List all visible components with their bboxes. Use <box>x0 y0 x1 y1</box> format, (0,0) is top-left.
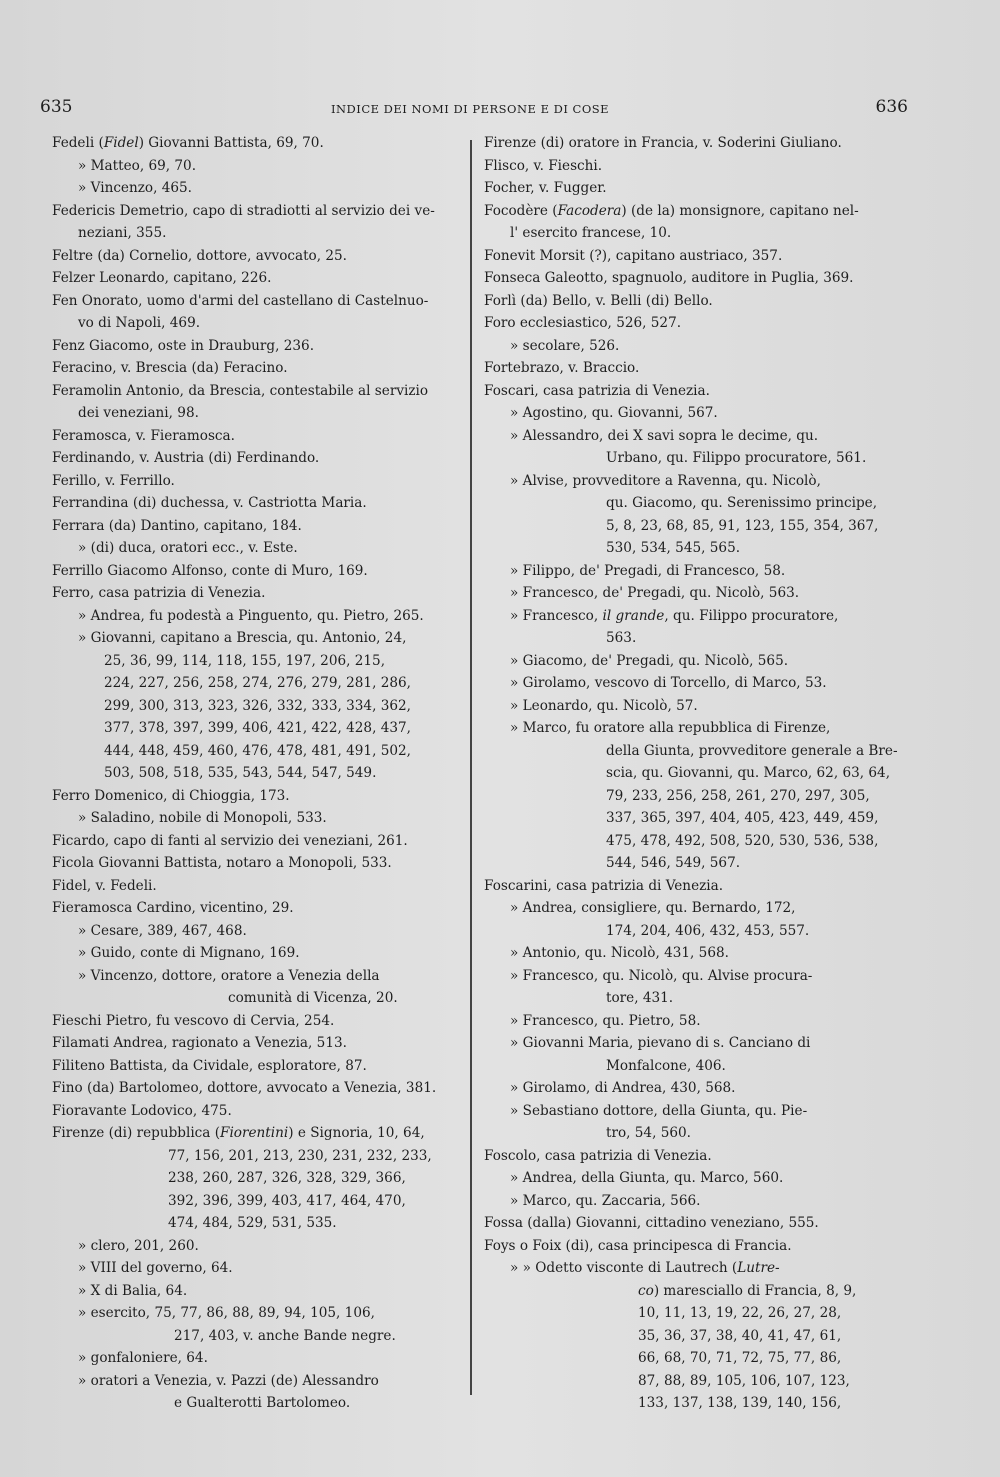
index-entry: » Francesco, qu. Pietro, 58. <box>510 1012 701 1029</box>
index-entry: Ferrillo Giacomo Alfonso, conte di Muro, 169. <box>52 562 368 579</box>
index-entry: Fonevit Morsit (?), capitano austriaco, 357. <box>484 247 783 264</box>
index-entry: Ferrara (da) Dantino, capitano, 184. <box>52 517 302 534</box>
index-entry: » Guido, conte di Mignano, 169. <box>78 945 300 961</box>
index-entry: » clero, 201, 260. <box>78 1237 199 1254</box>
index-entry: » Matteo, 69, 70. <box>78 157 197 174</box>
index-entry: Filamati Andrea, ragionato a Venezia, 513. <box>52 1035 347 1051</box>
index-entry: » Alessandro, dei X savi sopra le decime, qu. Urbano, qu. Filippo procuratore, 561. <box>510 427 867 466</box>
index-entry: » Andrea, fu podestà a Pinguento, qu. Pietro, 265. <box>78 607 424 624</box>
index-entry: » Agostino, qu. Giovanni, 567. <box>510 405 718 421</box>
index-entry: Feltre (da) Cornelio, dottore, avvocato, 25. <box>52 247 347 264</box>
right-page-number: 636 <box>875 97 908 117</box>
index-entry: » Antonio, qu. Nicolò, 431, 568. <box>510 945 729 961</box>
index-entry: » Girolamo, vescovo di Torcello, di Marco, 53. <box>510 675 827 691</box>
index-entry: Ficola Giovanni Battista, notaro a Monopoli, 533. <box>52 855 392 871</box>
index-entry: » esercito, 75, 77, 86, 88, 89, 94, 105, 106, 217, 403, v. anche Bande negre. <box>78 1305 396 1344</box>
index-entry: Foscolo, casa patrizia di Venezia. <box>484 1147 712 1164</box>
index-entry: » » Odetto visconte di Lautrech (Lutre- co) maresciallo di Francia, 8, 9, 10, 11, 13, 19, 22, 26, 27, 28, 35, 36, 37, 38, 40, 41, 47, 61, 66, 68, 70, 71, 72, 75, 77, 86, 87, 88, 89, 105, 106, 107, 123, 133, 137, 138, 139, 140, 156, <box>510 1260 857 1411</box>
index-entry: » Filippo, de' Pregadi, di Francesco, 58. <box>510 562 786 579</box>
index-entry: » Giovanni, capitano a Brescia, qu. Antonio, 24, 25, 36, 99, 114, 118, 155, 197, 206, 215, 224, 227, 256, 258, 274, 276, 279, 281, 286, 299, 300, 313, 323, 326, 332, 333, 334, 362, 377, 378, 397, 399, 406, 421, 422, 428, 437, 444, 448, 459, 460, 476, 478, 481, 491, 502, 503, 508, 518, 535, 543, 544, 547, 549. <box>78 630 411 781</box>
index-entry: Felzer Leonardo, capitano, 226. <box>52 270 272 286</box>
index-entry: » Sebastiano dottore, della Giunta, qu. Pie- tro, 54, 560. <box>510 1102 808 1141</box>
index-entry: » X di Balia, 64. <box>78 1282 188 1299</box>
index-entry: » Vincenzo, 465. <box>78 180 192 196</box>
index-entry: Feramosca, v. Fieramosca. <box>52 427 235 444</box>
index-entry: » Francesco, il grande, qu. Filippo procuratore, 563. <box>510 607 839 646</box>
left-page-number: 635 <box>40 97 73 117</box>
index-entry: » Cesare, 389, 467, 468. <box>78 922 247 939</box>
index-entry: Filiteno Battista, da Cividale, esploratore, 87. <box>52 1057 367 1074</box>
index-entry: Feramolin Antonio, da Brescia, contestabile al servizio dei veneziani, 98. <box>52 382 429 421</box>
index-entry: » Vincenzo, dottore, oratore a Venezia della comunità di Vicenza, 20. <box>78 967 398 1006</box>
index-entry: » Andrea, della Giunta, qu. Marco, 560. <box>510 1170 784 1186</box>
index-entry: Firenze (di) oratore in Francia, v. Soderini Giuliano. <box>484 135 842 151</box>
index-entry: Ferdinando, v. Austria (di) Ferdinando. <box>52 450 320 466</box>
index-entry: Federicis Demetrio, capo di stradiotti al servizio dei ve- neziani, 355. <box>52 202 435 241</box>
index-entry: » oratori a Venezia, v. Pazzi (de) Alessandro e Gualterotti Bartolomeo. <box>78 1372 379 1411</box>
index-entry: » Marco, qu. Zaccaria, 566. <box>510 1192 701 1209</box>
index-entry: » gonfaloniere, 64. <box>78 1350 208 1366</box>
index-entry: Ferrandina (di) duchessa, v. Castriotta Maria. <box>52 495 367 511</box>
index-entry: » Saladino, nobile di Monopoli, 533. <box>78 810 327 826</box>
index-entry: Ficardo, capo di fanti al servizio dei veneziani, 261. <box>52 832 408 849</box>
index-entry: » Alvise, provveditore a Ravenna, qu. Nicolò, qu. Giacomo, qu. Serenissimo principe, 5, 8, 23, 68, 85, 91, 123, 155, 354, 367, 530, 534, 545, 565. <box>510 472 879 556</box>
index-entry: » secolare, 526. <box>510 337 620 354</box>
index-entry: » Andrea, consigliere, qu. Bernardo, 172, 174, 204, 406, 432, 453, 557. <box>510 900 810 939</box>
index-entry: Fonseca Galeotto, spagnuolo, auditore in Puglia, 369. <box>484 270 854 286</box>
index-entry: Foscari, casa patrizia di Venezia. <box>484 382 710 399</box>
running-title: INDICE DEI NOMI DI PERSONE E DI COSE <box>330 102 610 116</box>
index-entry: » Francesco, de' Pregadi, qu. Nicolò, 563. <box>510 585 800 601</box>
index-entry: Ferro, casa patrizia di Venezia. <box>52 585 266 601</box>
index-entry: » (di) duca, oratori ecc., v. Este. <box>78 540 298 556</box>
index-entry: Feracino, v. Brescia (da) Feracino. <box>52 360 288 376</box>
index-entry: » Marco, fu oratore alla repubblica di Firenze, della Giunta, provveditore generale a Bre- scia, qu. Giovanni, qu. Marco, 62, 63, 64, 79, 233, 256, 258, 261, 270, 297, 305, 337, 365, 397, 404, 405, 423, 449, 459, 475, 478, 492, 508, 520, 530, 536, 538, 544, 546, 549, 567. <box>510 720 898 871</box>
index-entry: Fen Onorato, uomo d'armi del castellano di Castelnuo- vo di Napoli, 469. <box>52 292 429 331</box>
index-entry: Focher, v. Fugger. <box>484 180 607 196</box>
index-entry: Fieramosca Cardino, vicentino, 29. <box>52 900 294 916</box>
index-entry: » Girolamo, di Andrea, 430, 568. <box>510 1080 736 1096</box>
left-column <box>52 132 462 1415</box>
index-entry: Ferillo, v. Ferrillo. <box>52 472 175 489</box>
index-entry: » VIII del governo, 64. <box>78 1260 233 1276</box>
index-entry: Focodère (Facodera) (de la) monsignore, capitano nel- l' esercito francese, 10. <box>484 202 859 241</box>
right-column <box>484 132 898 1415</box>
index-entry: Ferro Domenico, di Chioggia, 173. <box>52 787 290 804</box>
index-entry: Fieschi Pietro, fu vescovo di Cervia, 254. <box>52 1012 335 1029</box>
index-entry: Fidel, v. Fedeli. <box>52 877 157 894</box>
page-header <box>40 97 908 123</box>
index-entry: » Giacomo, de' Pregadi, qu. Nicolò, 565. <box>510 652 789 669</box>
index-entry: Fortebrazo, v. Braccio. <box>484 360 640 376</box>
index-entry: » Francesco, qu. Nicolò, qu. Alvise procura- tore, 431. <box>510 967 813 1006</box>
index-entry: Foscarini, casa patrizia di Venezia. <box>484 877 724 894</box>
index-entry: Fino (da) Bartolomeo, dottore, avvocato a Venezia, 381. <box>52 1080 437 1096</box>
index-entry: Foro ecclesiastico, 526, 527. <box>484 315 682 331</box>
index-entry: Fossa (dalla) Giovanni, cittadino veneziano, 555. <box>484 1215 819 1231</box>
index-entry: Fioravante Lodovico, 475. <box>52 1102 232 1119</box>
index-entry: Firenze (di) repubblica (Fiorentini) e Signoria, 10, 64, 77, 156, 201, 213, 230, 231, 232, 233, 238, 260, 287, 326, 328, 329, 366, 392, 396, 399, 403, 417, 464, 470, 474, 484, 529, 531, 535. <box>52 1125 432 1231</box>
index-entry: Fenz Giacomo, oste in Drauburg, 236. <box>52 337 315 354</box>
index-entry: Forlì (da) Bello, v. Belli (di) Bello. <box>484 292 713 309</box>
column-divider <box>470 140 472 1395</box>
index-entry: » Giovanni Maria, pievano di s. Canciano di Monfalcone, 406. <box>510 1035 811 1074</box>
index-entry: » Leonardo, qu. Nicolò, 57. <box>510 697 698 714</box>
index-entry: Fedeli (Fidel) Giovanni Battista, 69, 70. <box>52 135 324 151</box>
index-entry: Flisco, v. Fieschi. <box>484 157 603 174</box>
index-entry: Foys o Foix (di), casa principesca di Francia. <box>484 1237 792 1254</box>
